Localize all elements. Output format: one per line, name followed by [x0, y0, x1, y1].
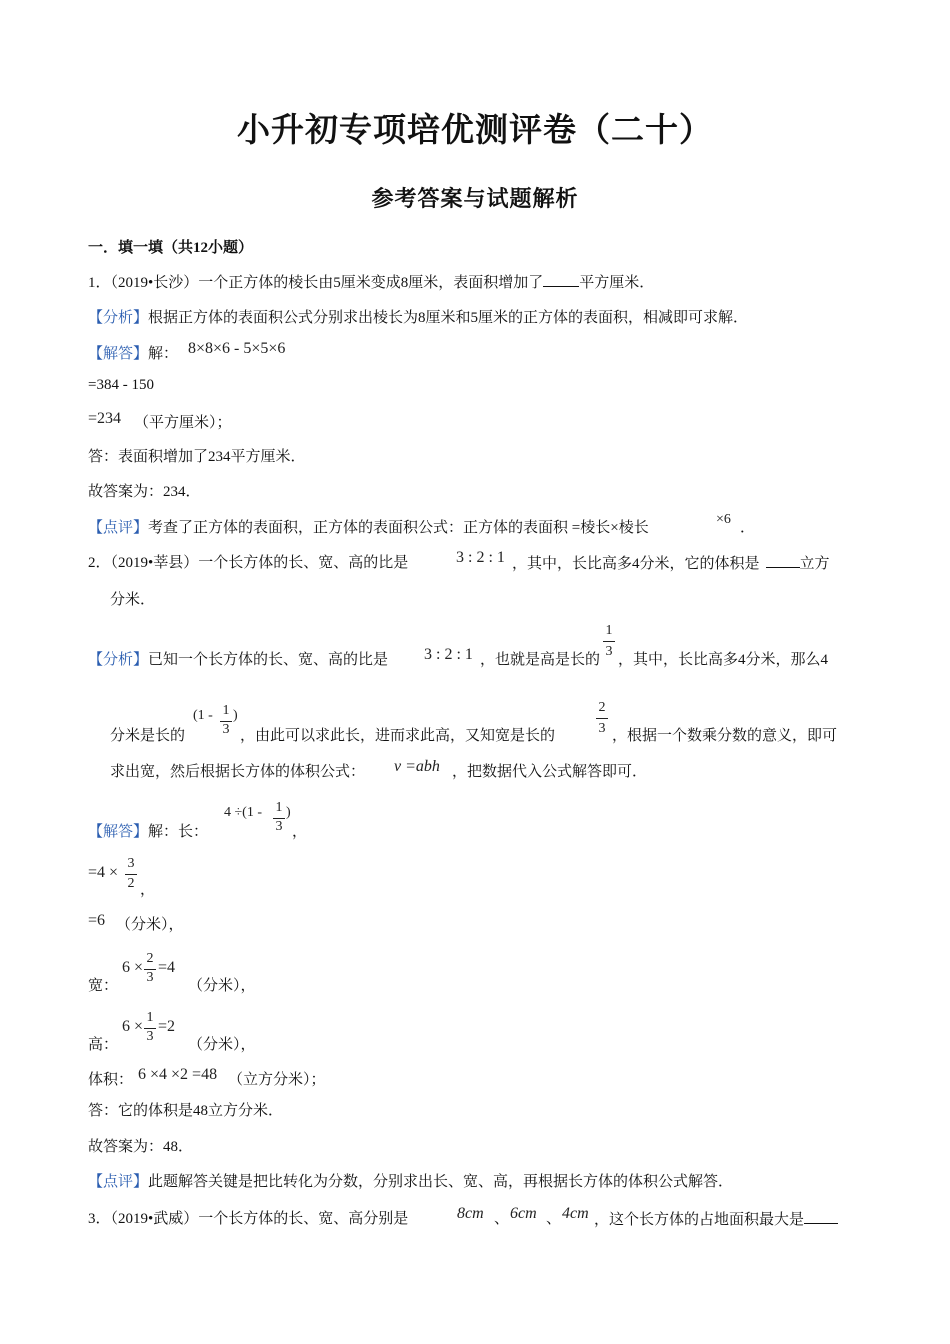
comment-tag: 【点评】	[88, 520, 149, 536]
q2-l1-frac-bar	[125, 874, 137, 875]
q2-v-unit: （立方分米）；	[228, 1072, 326, 1088]
q1-stem	[88, 272, 654, 293]
q2-l2-unit: （分米），	[116, 917, 184, 933]
q1-text-b: 平方厘米．	[579, 275, 655, 291]
q2-an-paren-den: 3	[222, 722, 230, 737]
q1-answer: 答：表面积增加了234平方厘米．	[88, 449, 306, 465]
q2-w-frac-den: 3	[146, 970, 154, 985]
q2-an-a: 已知一个长方体的长、宽、高的比是	[148, 652, 389, 668]
q3-m3: 4cm	[562, 1205, 589, 1222]
q1-final: 故答案为：234．	[88, 484, 201, 500]
analysis-tag: 【分析】	[88, 310, 149, 326]
q1-comment-math: ×6	[716, 512, 731, 527]
analysis-tag: 【分析】	[88, 652, 149, 668]
q2-an-h: ，把数据代入公式解答即可．	[452, 764, 648, 780]
solution-tag: 【解答】	[88, 346, 149, 362]
q3-m1: 8cm	[457, 1205, 484, 1222]
q2-l1-frac-den: 2	[127, 876, 135, 891]
q2-solution	[88, 822, 208, 842]
q2-an-formula: v =abh	[394, 758, 440, 775]
q2-text-b: ，其中，长比高多4分米，它的体积是	[512, 556, 760, 572]
q2-an-frac2-bar	[596, 718, 608, 719]
q3-blank	[804, 1209, 838, 1224]
q2-sol-expr-a: 4 ÷(1 -	[224, 805, 263, 820]
q2-an-paren-num: 1	[222, 703, 230, 718]
q1-analysis-text: 根据正方体的表面积公式分别求出棱长为8厘米和5厘米的正方体的表面积，相减即可求解．	[148, 310, 749, 326]
q2-an-frac-den: 3	[605, 644, 613, 659]
q2-h-frac-num: 1	[146, 1010, 154, 1025]
q2-answer: 答：它的体积是48立方分米．	[88, 1103, 284, 1119]
q3-text-b: ，这个长方体的占地面积最大是	[594, 1212, 805, 1228]
q2-h-expr-b: =2	[158, 1018, 176, 1035]
q2-an-b: ，也就是高是长的	[480, 652, 601, 668]
q2-comment	[88, 1172, 733, 1192]
q1-step2-math: =234	[88, 410, 122, 427]
q3-sep1: 、	[494, 1211, 510, 1227]
section-heading: 一．填一填（共12小题）	[88, 240, 254, 256]
q1-analysis	[88, 308, 748, 328]
q2-an-frac2-den: 3	[598, 721, 606, 736]
q2-w-unit: （分米），	[188, 978, 256, 994]
q3-stem	[88, 1209, 408, 1229]
q2-blank	[766, 553, 800, 568]
q3-m2: 6cm	[510, 1205, 537, 1222]
q3-stem-b	[594, 1209, 838, 1230]
q2-sol-frac-num: 1	[275, 800, 283, 815]
q2-h-unit: （分米），	[188, 1037, 256, 1053]
q2-text-a: 2．（2019•莘县）一个长方体的长、宽、高的比是	[88, 555, 409, 571]
page-title: 小升初专项培优测评卷（二十）	[237, 113, 713, 149]
q1-blank	[543, 272, 579, 287]
q2-h-frac-den: 3	[146, 1029, 154, 1044]
q2-an-paren-b: )	[233, 708, 238, 723]
q1-comment	[88, 518, 649, 538]
q2-analysis-line1	[88, 650, 388, 670]
q1-step2-unit: （平方厘米）；	[134, 415, 232, 431]
q2-l1-a: =4 ×	[88, 864, 119, 881]
q2-h-label: 高：	[88, 1037, 119, 1053]
q1-comment-end: ．	[740, 520, 756, 536]
q2-h-expr-a: 6 ×	[122, 1018, 144, 1035]
q2-w-frac-num: 2	[146, 951, 154, 966]
q2-comment-text: 此题解答关键是把比转化为分数，分别求出长、宽、高，再根据长方体的体积公式解答．	[148, 1174, 734, 1190]
q2-an-g: 求出宽，然后根据长方体的体积公式：	[110, 764, 366, 780]
page-subtitle: 参考答案与试题解析	[371, 186, 579, 211]
q3-sep2: 、	[546, 1211, 562, 1227]
q2-an-frac-num: 1	[605, 623, 613, 638]
q2-sol-comma: ，	[292, 824, 308, 840]
q2-sol-prefix: 解：长：	[148, 824, 209, 840]
q2-stem-line1b	[512, 553, 830, 574]
q2-an-frac2-num: 2	[598, 700, 606, 715]
q2-l2-math: =6	[88, 912, 106, 929]
q2-sol-expr-b: )	[286, 805, 291, 820]
q2-an-ratio: 3 : 2 : 1	[424, 646, 473, 663]
q2-text-c: 立方	[799, 556, 830, 572]
q1-step1: =384 - 150	[88, 377, 154, 393]
q2-l1-frac-num: 3	[127, 856, 135, 871]
q1-text-a: 1．（2019•长沙）一个正方体的棱长由5厘米变成8厘米，表面积增加了	[88, 275, 544, 291]
solution-tag: 【解答】	[88, 824, 149, 840]
q2-v-expr: 6 ×4 ×2 =48	[138, 1066, 218, 1083]
q2-w-label: 宽：	[88, 978, 119, 994]
q1-comment-text: 考查了正方体的表面积，正方体的表面积公式：正方体的表面积 =棱长×棱长	[148, 520, 649, 536]
q2-an-d: 分米是长的	[110, 728, 186, 744]
q2-w-expr-a: 6 ×	[122, 959, 144, 976]
q2-an-e: ，由此可以求此长，进而求此高，又知宽是长的	[240, 728, 556, 744]
q2-sol-frac-den: 3	[275, 819, 283, 834]
q2-ratio: 3 : 2 : 1	[456, 549, 505, 566]
q2-an-f: ，根据一个数乘分数的意义，即可	[612, 728, 838, 744]
q2-an-c: ，其中，长比高多4分米，那么4	[618, 652, 829, 668]
q2-l1-comma: ，	[140, 882, 156, 898]
q2-an-frac-bar	[603, 641, 615, 642]
q2-v-label: 体积：	[88, 1072, 134, 1088]
q2-an-paren-a: (1 -	[193, 708, 213, 723]
q2-w-expr-b: =4	[158, 959, 176, 976]
comment-tag: 【点评】	[88, 1174, 149, 1190]
q2-text-d: 分米．	[110, 592, 156, 608]
q3-text-a: 3．（2019•武威）一个长方体的长、宽、高分别是	[88, 1211, 409, 1227]
q1-sol-expr: 8×8×6 - 5×5×6	[188, 340, 286, 357]
q2-final: 故答案为：48．	[88, 1139, 194, 1155]
q1-sol-prefix: 解：	[148, 346, 179, 362]
q1-solution	[88, 344, 178, 364]
q2-stem-line1	[88, 553, 408, 573]
